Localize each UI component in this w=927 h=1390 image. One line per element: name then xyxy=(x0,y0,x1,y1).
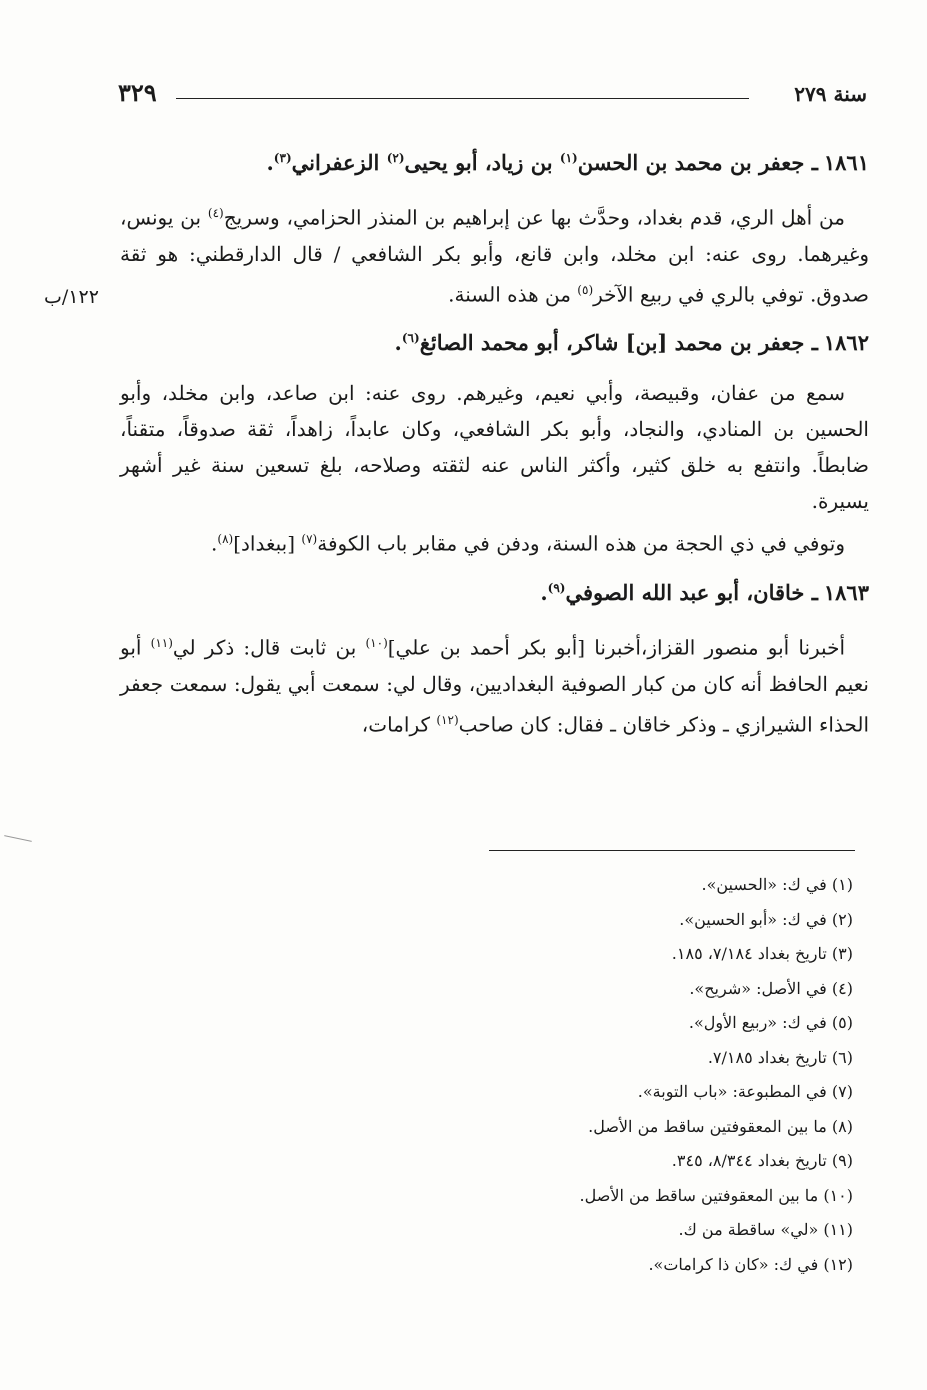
entry-number: ١٨٦٢ xyxy=(823,330,869,356)
footnote: (٤) في الأصل: «شريح». xyxy=(689,978,853,998)
folio-marker: ١٢٢/ب xyxy=(44,286,99,308)
footnote: (١) في ك: «الحسين». xyxy=(701,875,853,894)
footnote-ref: (١٠) xyxy=(365,635,388,650)
main-text xyxy=(120,138,869,748)
paragraph: أخبرنا أبو منصور القزاز،أخبرنا [أبو بكر أحمد بن علي]$^{(١٠)}$ بن ثابت قال: ذكر لي$^{(١١)}$ أبو نعيم الحافظ أنه كان من كبار الصوفية البغداديين، وقال لي: سمعت أبي يقول: سمعت جعفر الحذاء الشيرازي ـ وذكر خاقان ـ فقال: كان صاحب$^{(١٢)}$ كرامات، xyxy=(120,635,869,737)
entry-1863 xyxy=(120,568,869,742)
entry-heading xyxy=(120,138,869,183)
footnote-ref: (٤) xyxy=(207,206,224,220)
footnote-rule xyxy=(489,850,855,851)
footnote: (٧) في المطبوعة: «باب التوبة». xyxy=(637,1082,853,1101)
footnote: (١٢) في ك: «كان ذا كرامات». xyxy=(648,1254,853,1274)
heading-text: . xyxy=(266,150,274,175)
footnote: (٢) في ك: «أبو الحسين». xyxy=(679,909,853,929)
header-rule xyxy=(176,98,749,99)
footnote-ref: (٥) xyxy=(577,282,594,297)
footnote-ref: (٦) xyxy=(401,331,420,346)
entry-number: ١٨٦٣ xyxy=(823,579,869,605)
heading-text: . xyxy=(540,579,548,605)
entry-number: ١٨٦١ xyxy=(823,150,869,175)
paragraph: من أهل الري، قدم بغداد، وحدَّث بها عن إبراهيم بن المنذر الحزامي، وسريج$^{(٤)}$ بن يونس، وغيرهما. روى عنه: ابن مخلد، وابن قانع، وأبو بكر الشافعي / قال الدارقطني: هو ثقة صدوق. توفي بالري في ربيع الآخر$^{(٥)}$ من هذه السنة. xyxy=(120,205,869,307)
footnote-ref: (١٢) xyxy=(436,712,459,727)
footnote: (٦) تاريخ بغداد ٧/١٨٥. xyxy=(707,1047,853,1067)
entry-heading xyxy=(120,568,869,613)
footnote-ref: (٨) xyxy=(217,532,234,547)
footnote-ref: (١١) xyxy=(150,635,173,650)
entry-heading xyxy=(120,318,869,363)
footnote-ref: (١) xyxy=(559,151,578,165)
entry-1862 xyxy=(120,318,869,562)
footnote: (٥) في ك: «ربيع الأول». xyxy=(688,1013,853,1032)
year-label: سنة ٢٧٩ xyxy=(794,82,867,106)
footnote: (٣) تاريخ بغداد ٧/١٨٤، ١٨٥. xyxy=(671,944,853,963)
footnote: (١١) «لي» ساقطة من ك. xyxy=(678,1220,853,1239)
scan-mark xyxy=(4,835,32,842)
heading-text: ـ جعفر بن محمد بن الحسن xyxy=(577,150,818,175)
page-number: ٣٢٩ xyxy=(118,78,157,107)
heading-text: . xyxy=(394,330,402,356)
running-header xyxy=(118,78,867,112)
paragraph: وتوفي في ذي الحجة من هذه السنة، ودفن في مقابر باب الكوفة$^{(٧)}$ [ببغداد]$^{(٨)}$. xyxy=(211,531,845,556)
footnote: (١٠) ما بين المعقوفتين ساقط من الأصل. xyxy=(579,1185,853,1205)
heading-text: ـ خاقان، أبو عبد الله الصوفي xyxy=(565,579,818,605)
footnote-ref: (٩) xyxy=(547,580,566,595)
entry-1861 xyxy=(120,138,869,312)
heading-text: بن زياد، أبو يحيى xyxy=(404,150,560,175)
footnote-ref: (٧) xyxy=(301,532,318,547)
footnote-ref: (٣) xyxy=(273,151,292,165)
footnote-ref: (٢) xyxy=(386,151,405,165)
paragraph: سمع من عفان، وقبيصة، وأبي نعيم، وغيرهم. روى عنه: ابن صاعد، وابن مخلد، وأبو الحسين بن المنادي، والنجاد، وأبو بكر الشافعي، وكان عابداً، زاهداً، ثقة صدوقاً، متقناً، ضابطاً. وانتفع به خلق كثير، وأكثر الناس عنه لثقته وصلاحه، بلغ تسعين سنة غير أشهر يسيرة. xyxy=(120,381,869,514)
footnotes xyxy=(433,872,853,1286)
footnote: (٨) ما بين المعقوفتين ساقط من الأصل. xyxy=(588,1116,853,1136)
heading-text: الزعفراني xyxy=(291,150,387,175)
footnote: (٩) تاريخ بغداد ٨/٣٤٤، ٣٤٥. xyxy=(671,1151,853,1170)
heading-text: ـ جعفر بن محمد [بن] شاكر، أبو محمد الصائغ xyxy=(419,330,818,356)
